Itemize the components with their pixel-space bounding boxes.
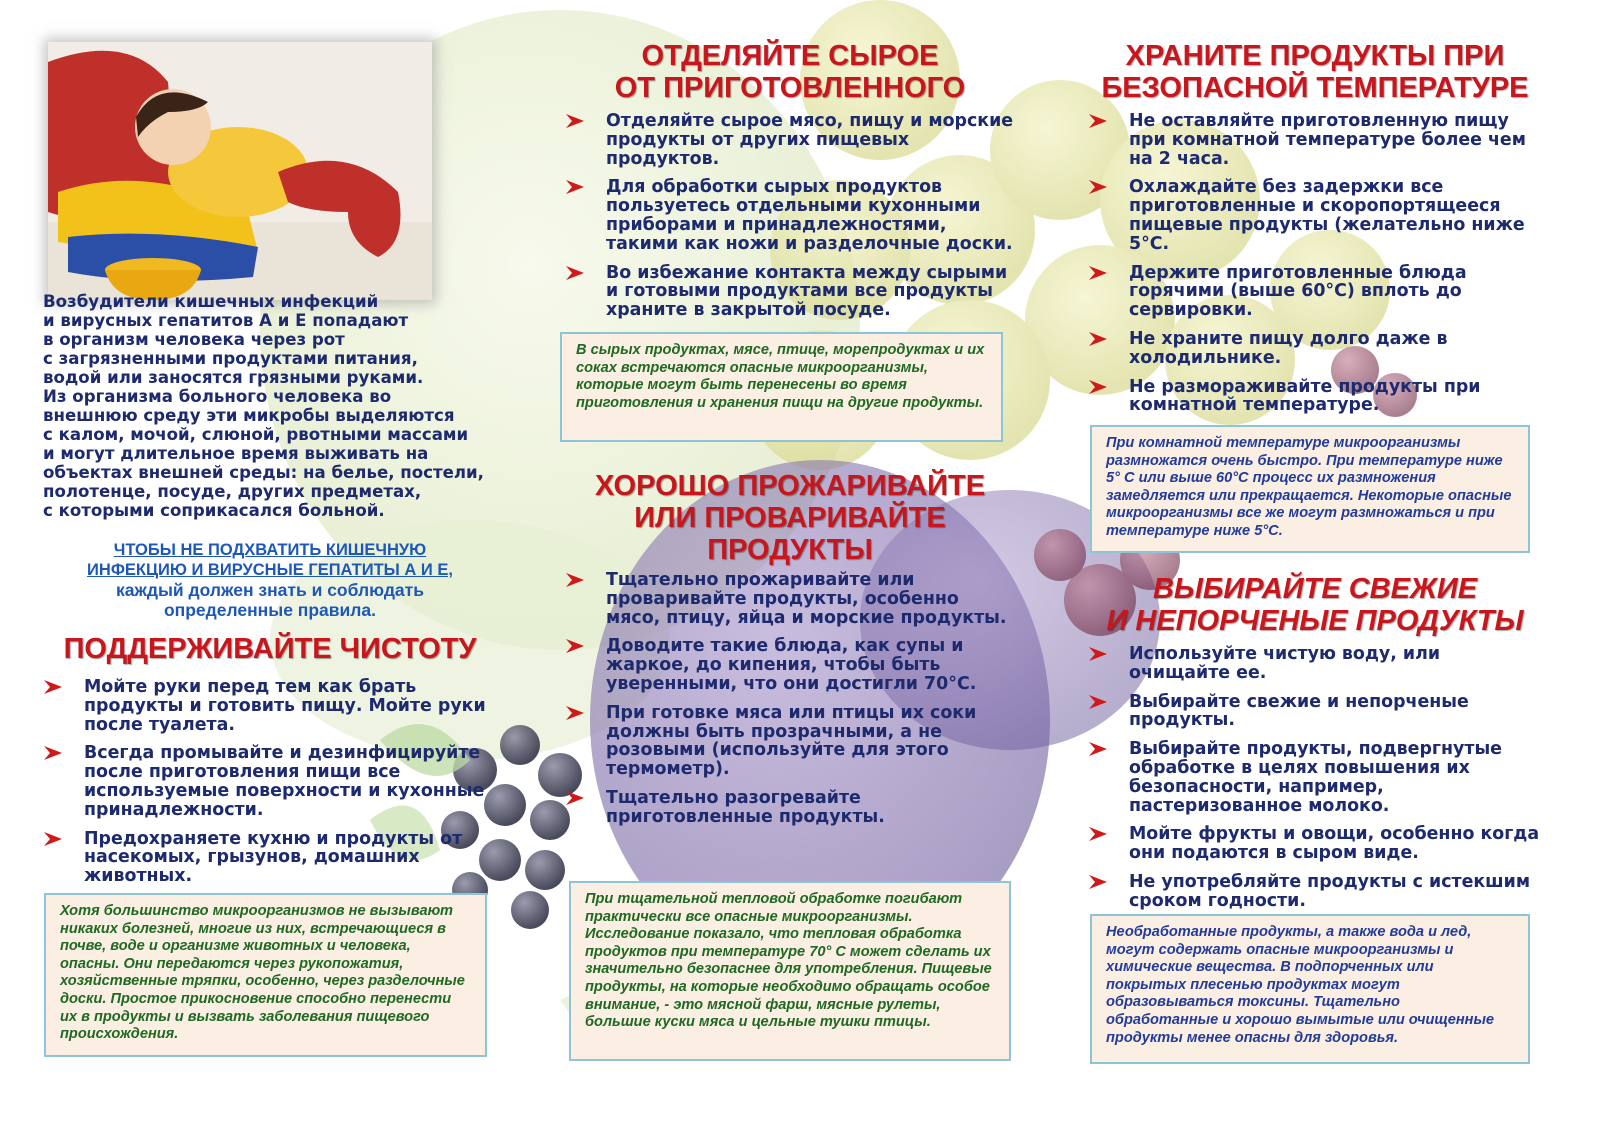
list-item: Не размораживайте продукты при комнатной температуре. [1089, 378, 1544, 416]
choose-note: Необработанные продукты, а также вода и лед, могут содержать опасные микроорганизмы и химические вещества. В подпорченных или покрытых плесенью продуктах могут образовываться токсины. Тщательно обработанные и хорошо вымытые или очищенные продукты менее опасны для здоровья. [1090, 914, 1530, 1064]
callout-line-4: определенные правила. [163, 600, 377, 620]
list-item: Не употребляйте продукты с истекшим сроком годности. [1089, 873, 1544, 911]
arrow-bullet-icon [1089, 266, 1107, 280]
arrow-bullet-icon [566, 706, 584, 720]
arrow-bullet-icon [566, 791, 584, 805]
store-heading: ХРАНИТЕ ПРОДУКТЫ ПРИ БЕЗОПАСНОЙ ТЕМПЕРАТУРЕ [1101, 40, 1529, 104]
list-item: Мойте фрукты и овощи, особенно когда они подаются в сыром виде. [1089, 825, 1544, 863]
arrow-bullet-icon [566, 180, 584, 194]
section-cleanliness [40, 633, 500, 665]
cleanliness-list [44, 678, 494, 896]
list-item: Не оставляйте приготовленную пищу при комнатной температуре более чем на 2 часа. [1089, 112, 1544, 168]
choose-heading: ВЫБИРАЙТЕ СВЕЖИЕ И НЕПОРЧЕНЫЕ ПРОДУКТЫ [1106, 573, 1524, 637]
list-item: Держите приготовленные блюда горячими (выше 60°C) вплоть до сервировки. [1089, 264, 1544, 320]
rules-callout [40, 540, 500, 620]
list-item: Для обработки сырых продуктов пользуетесь отдельными кухонными приборами и принадлежностями, такими как ножи и разделочные доски. [566, 178, 1016, 253]
cleanliness-heading: ПОДДЕРЖИВАЙТЕ ЧИСТОТУ [63, 633, 477, 665]
arrow-bullet-icon [1089, 647, 1107, 661]
list-item: Тщательно прожаривайте или проваривайте продукты, особенно мясо, птицу, яйца и морские продукты. [566, 571, 1016, 627]
list-item: Доводите такие блюда, как супы и жаркое, до кипения, чтобы быть уверенными, что они достигли 70°C. [566, 637, 1016, 693]
cook-list [566, 571, 1016, 837]
separate-list [566, 112, 1016, 330]
callout-line-1: ЧТОБЫ НЕ ПОДХВАТИТЬ КИШЕЧНУЮ [113, 541, 427, 559]
arrow-bullet-icon [1089, 380, 1107, 394]
arrow-bullet-icon [1089, 695, 1107, 709]
list-item: Используйте чистую воду, или очищайте ее. [1089, 645, 1544, 683]
cook-note: При тщательной тепловой обработке погибают практически все опасные микроорганизмы. Исследование показало, что тепловая обработка продуктов при температуре 70° С может сделать их значительно безопаснее для употребления. Пищевые продукты, на которые необходимо обращать особое внимание, - это мясной фарш, мясные рулеты, большие куски мяса и цельные тушки птицы. [569, 881, 1011, 1061]
intro-paragraph: Возбудители кишечных инфекций и вирусных гепатитов А и Е попадают в организм человека через рот с загрязненными продуктами питания, водой или заносятся грязными руками. Из организма больного человека во внешнюю среду эти микробы выделяются с калом, мочой, слюной, рвотными массами и могут длительное время выживать на объектах внешней среды: на белье, постели, полотенце, посуде, других предметах, с которыми соприкасался больной. [43, 292, 484, 520]
choose-list [1089, 645, 1544, 921]
list-item: Выбирайте продукты, подвергнутые обработке в целях повышения их безопасности, например, пастеризованное молоко. [1089, 740, 1544, 815]
arrow-bullet-icon [1089, 742, 1107, 756]
arrow-bullet-icon [566, 573, 584, 587]
separate-heading: ОТДЕЛЯЙТЕ СЫРОЕ ОТ ПРИГОТОВЛЕННОГО [614, 40, 966, 104]
list-item: Охлаждайте без задержки все приготовленные и скоропортящееся пищевые продукты (желательно ниже 5°C. [1089, 178, 1544, 253]
cleanliness-note: Хотя большинство микроорганизмов не вызывают никаких болезней, многие из них, встречающиеся в почве, воде и организме животных и человека, опасны. Они передаются через рукопожатия, хозяйственные тряпки, особенно, через разделочные доски. Простое прикосновение способно перенести их в продукты и вызвать заболевания пищевого происхождения. [44, 893, 487, 1057]
separate-note: В сырых продуктах, мясе, птице, морепродуктах и их соках встречаются опасные микроорганизмы, которые могут быть перенесены во время приготовления и хранения пищи на другие продукты. [560, 332, 1003, 442]
arrow-bullet-icon [44, 746, 62, 760]
section-choose [1090, 573, 1540, 637]
arrow-bullet-icon [1089, 332, 1107, 346]
list-item: Мойте руки перед тем как брать продукты и готовить пищу. Мойте руки после туалета. [44, 678, 494, 734]
callout-line-3: каждый должен знать и соблюдать [115, 580, 424, 600]
section-store [1090, 40, 1540, 104]
arrow-bullet-icon [566, 114, 584, 128]
arrow-bullet-icon [1089, 180, 1107, 194]
cook-heading: ХОРОШО ПРОЖАРИВАЙТЕ ИЛИ ПРОВАРИВАЙТЕ ПРОДУКТЫ [594, 470, 986, 566]
section-separate [570, 40, 1010, 104]
list-item: Тщательно разогревайте приготовленные продукты. [566, 789, 1016, 827]
list-item: Отделяйте сырое мясо, пищу и морские продукты от других пищевых продуктов. [566, 112, 1016, 168]
arrow-bullet-icon [44, 832, 62, 846]
list-item: Не храните пищу долго даже в холодильнике. [1089, 330, 1544, 368]
arrow-bullet-icon [566, 266, 584, 280]
list-item: Во избежание контакта между сырыми и готовыми продуктами все продукты храните в закрытой посуде. [566, 264, 1016, 320]
arrow-bullet-icon [1089, 114, 1107, 128]
callout-line-2: ИНФЕКЦИЮ И ВИРУСНЫЕ ГЕПАТИТЫ А И Е, [87, 561, 453, 579]
arrow-bullet-icon [566, 639, 584, 653]
list-item: Выбирайте свежие и непорченые продукты. [1089, 693, 1544, 731]
store-list [1089, 112, 1544, 425]
sick-child-photo [48, 42, 432, 300]
list-item: Предохраняете кухню и продукты от насекомых, грызунов, домашних животных. [44, 830, 494, 886]
list-item: Всегда промывайте и дезинфицируйте после приготовления пищи все используемые поверхности и кухонные принадлежности. [44, 744, 494, 819]
section-cook [570, 470, 1010, 566]
store-note: При комнатной температуре микроорганизмы размножатся очень быстро. При температуре ниже 5° С или выше 60°С процесс их размножения замедляется или прекращается. Некоторые опасные микроорганизмы все же могут размножаться и при температуре ниже 5°С. [1090, 425, 1530, 553]
list-item: При готовке мяса или птицы их соки должны быть прозрачными, а не розовыми (используйте для этого термометр). [566, 704, 1016, 779]
arrow-bullet-icon [1089, 875, 1107, 889]
arrow-bullet-icon [1089, 827, 1107, 841]
arrow-bullet-icon [44, 680, 62, 694]
